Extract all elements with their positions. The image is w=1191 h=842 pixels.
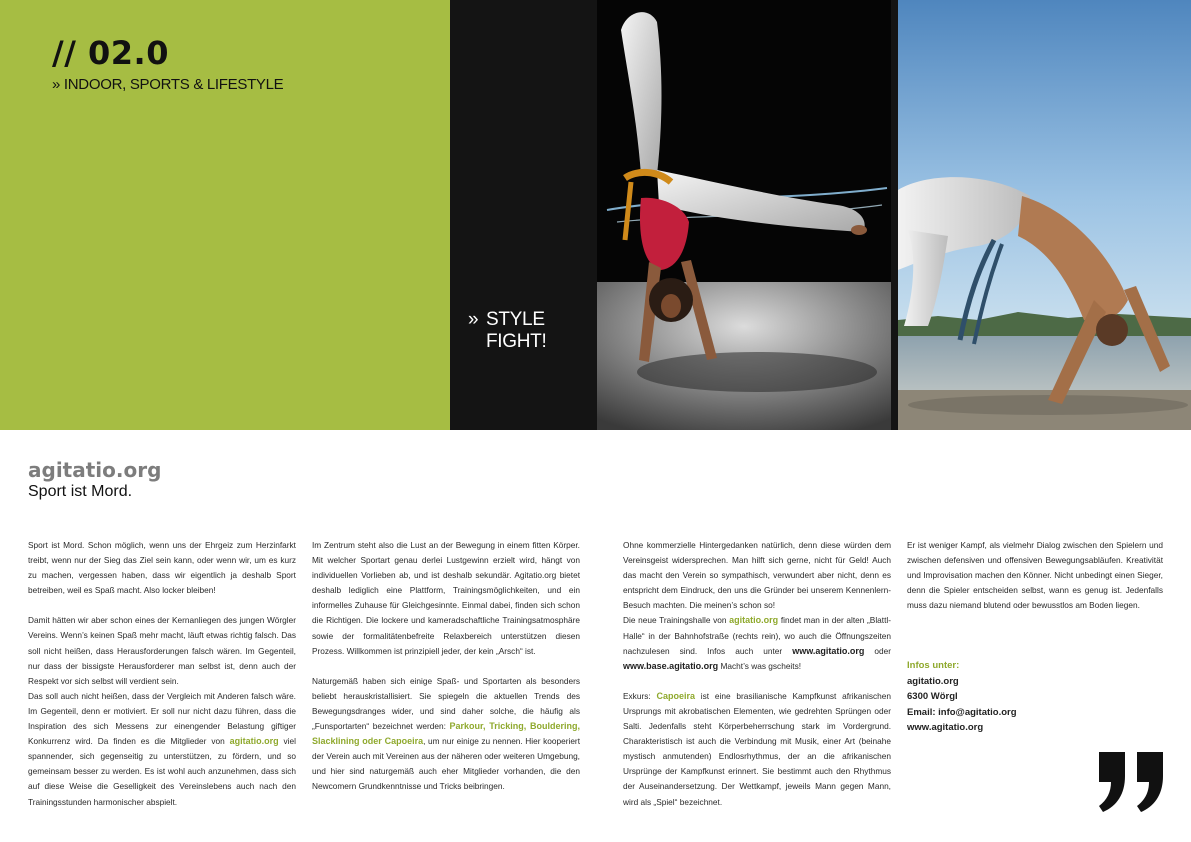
section-subtitle: » INDOOR, SPORTS & LIFESTYLE: [52, 76, 284, 93]
photo-outdoor-capoeira: [898, 0, 1191, 430]
contact-info: [907, 658, 1017, 736]
contact-city: 6300 Wörgl: [907, 691, 958, 702]
paragraph: Damit hätten wir aber schon eines der Kernanliegen des jungen Wörgler Vereins. Wenn’s keinen Spaß mehr macht, läuft etwas richtig falsch. Das soll nicht heißen, dass Herausforderungen falsch wären. Im Gegenteil, nur dass der bissigste Herausforderer man selbst ist, denn auch der Respekt vor sich selbst will verdient sein.: [28, 615, 296, 686]
feature-label-line1: STYLE: [486, 309, 545, 330]
contact-heading: Infos unter:: [907, 660, 960, 671]
photo-indoor-capoeira: [597, 0, 891, 430]
feature-label-line2: FIGHT!: [486, 331, 547, 352]
feature-label: [468, 309, 546, 353]
text-span: Exkurs:: [623, 690, 657, 701]
paragraph: Er ist weniger Kampf, als vielmehr Dialog zwischen den Spielern und zwischen defensiven und offensiven Bewegungsabläufen. Kreativität und Improvisation machen den Könner. Nicht unbedingt einen Sieger, denn die Spieler entscheiden selbst, wann es genug ist. Jedenfalls muss dazu niemand blutend oder bewusstlos am Boden liegen.: [907, 540, 1163, 611]
paragraph: Ohne kommerzielle Hintergedanken natürlich, denn diese würden dem Vereinsgeist widersprechen. Man hilft sich gerne, nicht für Geld! Auch das macht den Verein so sympathisch, verwundert aber nicht, denn es entspricht dem Eindruck, den uns die Gründer bei unserem Kennenlern-Besuch machten. Die meinen’s schon so!: [623, 540, 891, 611]
paragraph: Sport ist Mord. Schon möglich, wenn uns der Ehrgeiz zum Herzinfarkt treibt, wenn nur der Sieg das Ziel sein kann, oder wenn wir, um es kurz zu machen, vergessen haben, dass wir eigentlich ja deshalb Sport betreiben, weil es Spaß macht. Also locker bleiben!: [28, 540, 296, 596]
section-number: // 02.0: [52, 34, 169, 72]
text-span: Naturgemäß haben sich einige Spaß- und Sportarten als besonders beliebt herauskristallisiert. Sie spiegeln die aktuellen Trends des Bewegungsdranges wider, und sind daher solche, die häufig als „Funsportarten“ bezeichnet werden:: [312, 675, 580, 732]
text-column-1: [28, 538, 296, 825]
feature-label-arrow: »: [468, 309, 479, 330]
highlight-org-name: agitatio.org: [229, 736, 279, 747]
highlight-sports-list: Parkour, Tricking, Bouldering, Slacklining oder Capoeira: [312, 721, 580, 747]
text-span: findet man in der alten „Blattl-Halle“ in der Bahnhofstraße (rechts rein), wo auch die Öffnungszeiten nachzulesen sind. Infos auch unter: [623, 615, 892, 656]
text-span: Das soll auch nicht heißen, dass der Vergleich mit Anderen falsch wäre. Im Gegenteil, denn er motiviert. Er soll nur nicht dazu führen, dass die Inspiration des sich Messens zur einengender Belastung giftiger Konkurrenz wird. Da finden es die Mitglieder von: [28, 690, 296, 747]
closing-quote-icon: [1097, 752, 1167, 814]
paragraph: [623, 689, 891, 810]
base-website-link[interactable]: www.base.agitatio.org: [623, 660, 719, 671]
website-link[interactable]: www.agitatio.org: [792, 645, 865, 656]
brand-name: agitatio.org: [28, 458, 162, 482]
contact-website[interactable]: www.agitatio.org: [907, 722, 984, 733]
text-column-3: [623, 538, 891, 825]
text-column-2: [312, 538, 580, 810]
photo-divider: [891, 0, 898, 430]
paragraph: [28, 689, 296, 810]
text-span: viel spannender, sich gegenseitig zu unterstützen, zu fördern, und so gemeinsam besser zu werden. Es ist wohl auch anzunehmen, dass sich auf diese Weise die Geselligkeit des Vereinslebens auch nach den Trainingsstunden harmonischer abspielt.: [28, 736, 296, 807]
contact-email[interactable]: Email: info@agitatio.org: [907, 706, 1017, 718]
text-column-4: [907, 538, 1163, 628]
brand-tagline: Sport ist Mord.: [28, 483, 133, 500]
text-span: Die neue Trainingshalle von: [623, 615, 730, 626]
dark-panel: [450, 0, 597, 430]
text-span: Macht’s was gscheits!: [718, 660, 802, 671]
highlight-capoeira: Capoeira: [656, 690, 695, 701]
contact-org: agitatio.org: [907, 675, 959, 687]
paragraph: [623, 613, 891, 673]
text-span: oder: [864, 645, 891, 656]
paragraph: [312, 674, 580, 795]
highlight-org-name: agitatio.org: [729, 615, 779, 626]
text-span: , um nur einige zu nennen. Hier kooperiert der Verein auch mit Vereinen aus der näheren oder weiteren Umgebung, und hier sind naturgemäß auch eher Mitglieder vorhanden, die den Newcomern Grundkenntnisse und Tricks beibringen.: [312, 736, 581, 792]
text-span: ist eine brasilianische Kampfkunst afrikanischen Ursprungs mit akrobatischen Elementen, wie gedrehten Sprüngen oder Salti. Jedenfalls steht Körperbeherrschung stark im Vordergrund. Charakteristisch ist auch die Verbindung mit Musik, einer Art (beinahe mystisch anmutenden) Endlosrhythmus, der an die afrikanischen Ursprünge der Kampfkunst erinnert. Sie bestimmt auch den Rhythmus der Auseinandersetzung. Der Wettkampf, jeweils Mann gegen Mann, wird als „Spiel“ bezeichnet.: [623, 690, 891, 807]
paragraph: Im Zentrum steht also die Lust an der Bewegung in einem fitten Körper. Mit welcher Sportart genau derlei Lustgewinn erzielt wird, hängt von individuellen Vorlieben ab, und ist deshalb sekundär. Agitatio.org bietet deshalb lediglich eine Plattform, Trainingsmöglichkeiten, und ein informelles Zuhause für Gleichgesinnte. Einmal dabei, finden sich schon die Richtigen. Die lockere und kameradschaftliche Trainingsatmosphäre sowie der formalitätenbefreite Relaxbereich unterstützen diesen Prozess. Willkommen ist prinzipiell jeder, der kein „Arsch“ ist.: [312, 540, 580, 656]
